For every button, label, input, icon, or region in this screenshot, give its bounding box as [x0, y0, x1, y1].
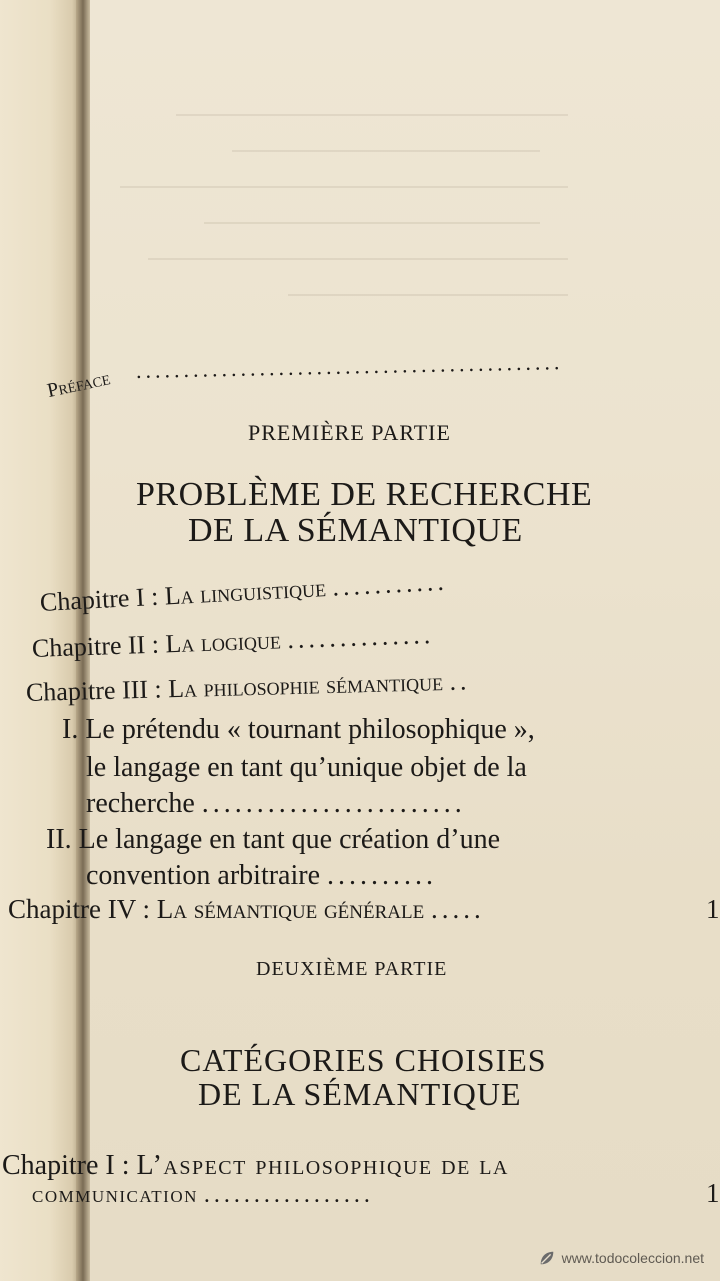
subsection-1-line3 [86, 788, 466, 820]
dot-leader: .. [449, 666, 471, 696]
dot-leader: .......... [327, 860, 438, 891]
dot-leader: .............. [286, 619, 435, 655]
dot-leader: ........... [331, 566, 449, 602]
watermark [538, 1249, 704, 1267]
part1-title-line2: DE LA SÉMANTIQUE [188, 512, 523, 549]
subsection-1-text: recherche [86, 788, 195, 819]
subsection-2-line2 [86, 860, 437, 892]
dot-leader: ..... [430, 894, 485, 924]
chapter-title: La logique [164, 625, 282, 659]
chapter-label: Chapitre I : [39, 581, 159, 617]
preface-leader: ............................................. [135, 349, 564, 383]
toc-entry-p2-ch1-line1 [2, 1150, 509, 1182]
subsection-2-text: convention arbitraire [86, 860, 321, 891]
chapter-title: La philosophie sémantique [167, 667, 444, 704]
part2-title-line1: CATÉGORIES CHOISIES [180, 1042, 547, 1078]
subsection-2-line1: II. Le langage en tant que création d’une [46, 824, 501, 855]
part2-label: DEUXIÈME PARTIE [256, 958, 448, 980]
watermark-text: www.todocoleccion.net [561, 1250, 704, 1266]
chapter-title: La linguistique [163, 573, 327, 611]
part1-title-line1: PROBLÈME DE RECHERCHE [136, 476, 593, 513]
dot-leader: ................. [203, 1182, 374, 1208]
chapter-label: Chapitre II : [31, 629, 160, 663]
part2-title-line2: DE LA SÉMANTIQUE [198, 1076, 522, 1112]
show-through-texture [120, 80, 680, 440]
toc-entry-p1-ch4 [8, 894, 485, 925]
leaf-logo-icon [538, 1249, 556, 1267]
toc-entry-p2-ch1-line2 [32, 1182, 374, 1209]
preface-label: Préface [45, 367, 113, 403]
chapter-title: L’aspect philosophique de la [136, 1150, 509, 1181]
chapter-label: Chapitre III : [25, 674, 163, 707]
chapter-title: La sémantique générale [156, 894, 425, 924]
page-number: 1 [706, 894, 720, 924]
subsection-1-line1: I. Le prétendu « tournant philosophique », [62, 714, 535, 745]
subsection-1-line2: le langage en tant qu’unique objet de la [86, 752, 527, 783]
part1-label: PREMIÈRE PARTIE [248, 420, 451, 445]
chapter-label: Chapitre IV : [8, 894, 150, 924]
dot-leader: ........................ [201, 788, 466, 819]
page-number: 1 [706, 1178, 720, 1208]
chapter-title-cont: communication [32, 1182, 198, 1208]
chapter-label: Chapitre I : [2, 1150, 130, 1181]
